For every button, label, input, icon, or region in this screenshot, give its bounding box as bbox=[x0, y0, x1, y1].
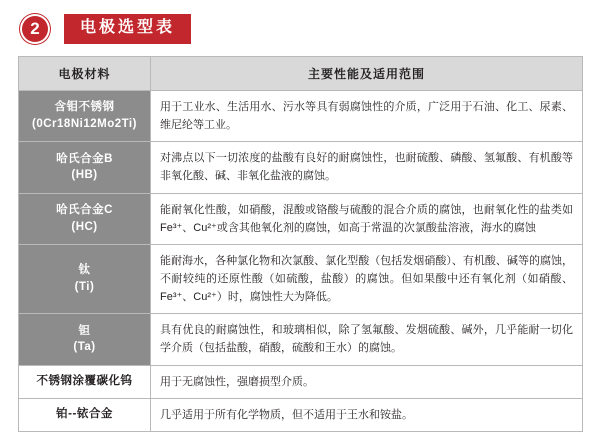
table-row bbox=[19, 365, 583, 398]
table-header-row bbox=[19, 57, 583, 91]
table-row bbox=[19, 193, 583, 244]
cell-material: 铂--铱合金 bbox=[19, 398, 151, 431]
cell-description: 能耐海水，各种氯化物和次氯酸、氯化型酸（包括发烟硝酸）、有机酸、碱等的腐蚀，不耐较纯的还原性酸（如硫酸，盐酸）的腐蚀。但如果酸中还有氧化剂（如硝酸、Fe³⁺、Cu²⁺）时，腐蚀性大为降低。 bbox=[151, 244, 583, 313]
table-row bbox=[19, 91, 583, 142]
table-row bbox=[19, 244, 583, 313]
table-row bbox=[19, 142, 583, 193]
cell-material: 钽 (Ta) bbox=[19, 314, 151, 365]
page-title: 电极选型表 bbox=[64, 14, 191, 43]
electrode-selection-table bbox=[18, 56, 583, 432]
cell-description: 几乎适用于所有化学物质，但不适用于王水和铵盐。 bbox=[151, 398, 583, 431]
table-row bbox=[19, 398, 583, 431]
section-number-badge: 2 bbox=[20, 14, 50, 44]
cell-description: 对沸点以下一切浓度的盐酸有良好的耐腐蚀性，也耐硫酸、磷酸、氢氟酸、有机酸等非氧化酸、碱、非氧化盐液的腐蚀。 bbox=[151, 142, 583, 193]
column-header-material: 电极材料 bbox=[19, 57, 151, 91]
cell-description: 能耐氧化性酸，如硝酸，混酸或铬酸与硫酸的混合介质的腐蚀，也耐氧化性的盐类如Fe³⁺、Cu²⁺或含其他氧化剂的腐蚀，如高于常温的次氯酸盐溶液，海水的腐蚀 bbox=[151, 193, 583, 244]
cell-material: 钛 (Ti) bbox=[19, 244, 151, 313]
cell-material: 哈氏合金B (HB) bbox=[19, 142, 151, 193]
cell-material: 不锈钢涂覆碳化钨 bbox=[19, 365, 151, 398]
section-header bbox=[18, 10, 582, 48]
cell-description: 用于工业水、生活用水、污水等具有弱腐蚀性的介质，广泛用于石油、化工、尿素、维尼纶等工业。 bbox=[151, 91, 583, 142]
table-body bbox=[19, 91, 583, 432]
cell-material: 哈氏合金C (HC) bbox=[19, 193, 151, 244]
table-row bbox=[19, 314, 583, 365]
column-header-description: 主要性能及适用范围 bbox=[151, 57, 583, 91]
cell-material: 含钼不锈钢 (0Cr18Ni12Mo2Ti) bbox=[19, 91, 151, 142]
cell-description: 具有优良的耐腐蚀性，和玻璃相似，除了氢氟酸、发烟硫酸、碱外，几乎能耐一切化学介质（包括盐酸，硝酸，硫酸和王水）的腐蚀。 bbox=[151, 314, 583, 365]
cell-description: 用于无腐蚀性，强磨损型介质。 bbox=[151, 365, 583, 398]
